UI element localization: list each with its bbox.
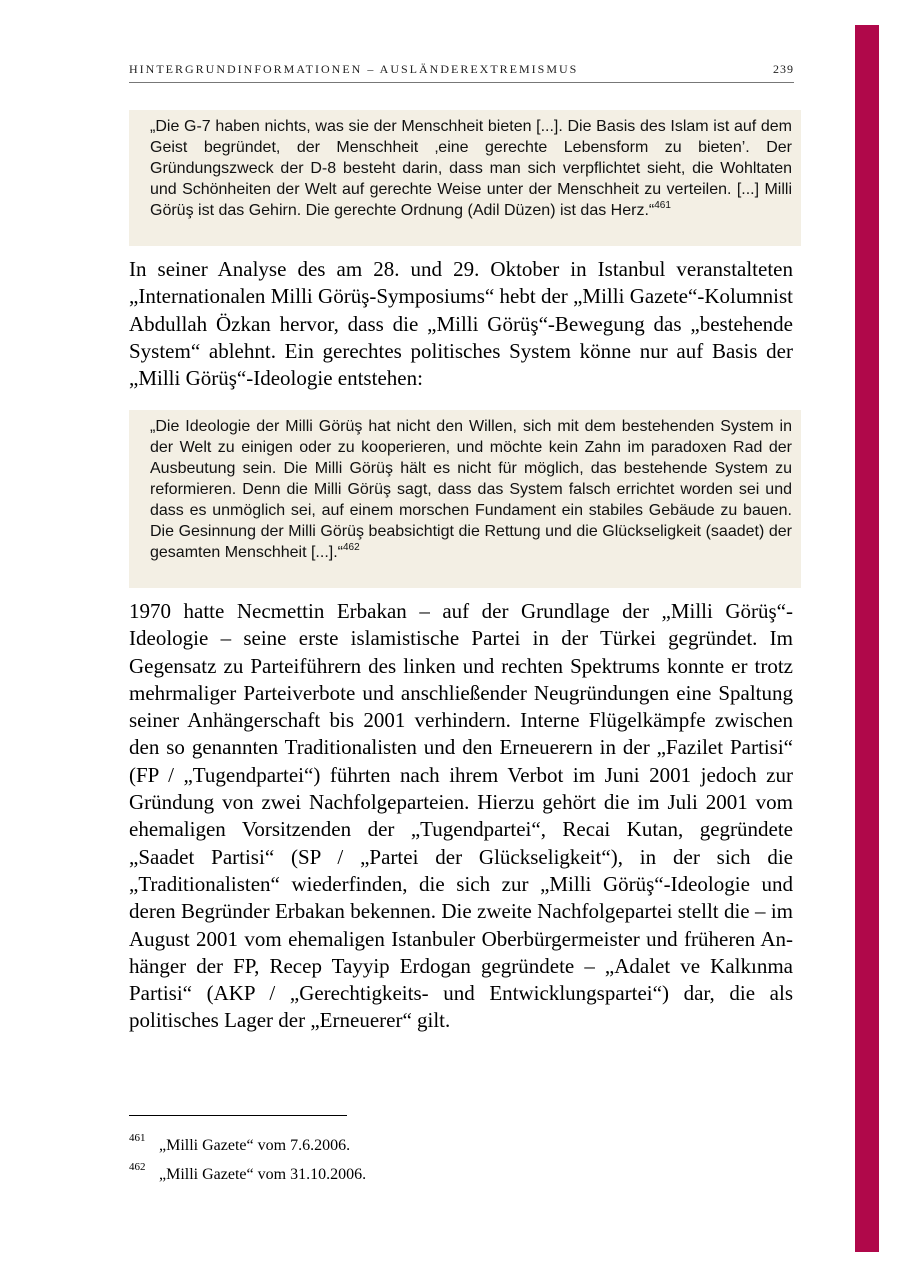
footnote-text: „Milli Gazete“ vom 7.6.2006.: [159, 1137, 351, 1154]
block-quote: [129, 110, 801, 246]
footnote-reference[interactable]: 462: [342, 542, 360, 553]
running-header: [129, 62, 794, 83]
footnote-number: 461: [129, 1132, 146, 1144]
footnote-separator: [129, 1115, 347, 1116]
footnote-reference[interactable]: 461: [654, 200, 671, 211]
footnote-text: „Milli Gazete“ vom 31.10.2006.: [159, 1166, 367, 1183]
body-paragraph: In seiner Analyse des am 28. und 29. Oktober in Istanbul veranstalteten „Internationalen Milli Görüş-Symposiums“ hebt der „Milli Gazete“-Kolumnist Abdullah Özkan hervor, dass die „Milli Görüş“-Bewegung das „bestehende System“ ablehnt. Ein gerechtes politisches System könne nur auf Basis der „Milli Görüş“-Ideologie entstehen:: [129, 257, 793, 391]
footnote-number: 462: [129, 1161, 146, 1173]
block-quote: [129, 410, 801, 588]
body-paragraph: 1970 hatte Necmettin Erbakan – auf der Grundlage der „Milli Görüş“-Ideologie – seine erste islamistische Partei in der Türkei gegründet. Im Gegensatz zu Parteiführern des linken und rechten Spektrums konnte er trotz mehrmaliger Parteiverbote und anschließender Neugründungen eine Spaltung seiner Anhängerschaft bis 2001 verhindern. Interne Flügelkämpfe zwischen den so genannten Traditionalisten und den Erneuerern in der „Fazilet Partisi“ (FP / „Tugendpartei“) führten nach ihrem Verbot im Juni 2001 jedoch zur Gründung von zwei Nachfolgeparteien. Hierzu gehört die im Juli 2001 vom ehemaligen Vorsitzenden der „Tugendpartei“, Recai Kutan, gegründete „Saadet Partisi“ (SP / „Partei der Glückseligkeit“), in der sich die „Traditionalisten“ wiederfinden, die sich zur „Milli Görüş“-Ideologie und deren Begründer Erbakan bekennen. Die zweite Nachfolgepartei stellt die – im August 2001 vom ehemaligen Istanbuler Oberbürgermeister und früheren Anhänger der FP, Recep Tayyip Erdogan gegründete – „Adalet ve Kalkınma Partisi“ (AKP / „Gerechtigkeits- und Entwicklungspartei“) dar, die als politisches Lager der „Erneuerer“ gilt.: [129, 599, 793, 1033]
quote-text: „Die Ideologie der Milli Görüş hat nicht den Willen, sich mit dem bestehenden System in der Welt zu einigen oder zu kooperieren, und möchte kein Zahn im paradoxen Rad der Ausbeutung sein. Die Milli Görüş hält es nicht für möglich, das bestehende System zu reformieren. Denn die Milli Görüş sagt, dass das System falsch errichtet worden sei und dass es unmöglich sei, auf einem morschen Fundament ein stabiles Gebäude zu bauen. Die Gesinnung der Milli Görüş beabsichtigt die Rettung und die Glückseligkeit (saadet) der gesamten Menschheit [...].“: [150, 418, 792, 561]
quote-text: „Die G-7 haben nichts, was sie der Menschheit bieten [...]. Die Basis des Islam ist auf dem Geist begründet, der Menschheit ‚eine gerechte Lebensform zu bieten’. Der Gründungszweck der D-8 besteht darin, dass man sich verpflichtet sieht, die Wohltaten und Schönheiten der Welt auf gerechte Weise unter der Menschheit zu verteilen. [...] Milli Görüş ist das Gehirn. Die gerechte Ordnung (Adil Düzen) ist das Herz.“: [150, 118, 792, 219]
header-title: HINTERGRUNDINFORMATIONEN – AUSLÄNDEREXTREMISMUS: [129, 62, 579, 76]
page-number: 239: [773, 62, 794, 76]
chapter-color-bar: [855, 25, 879, 1252]
